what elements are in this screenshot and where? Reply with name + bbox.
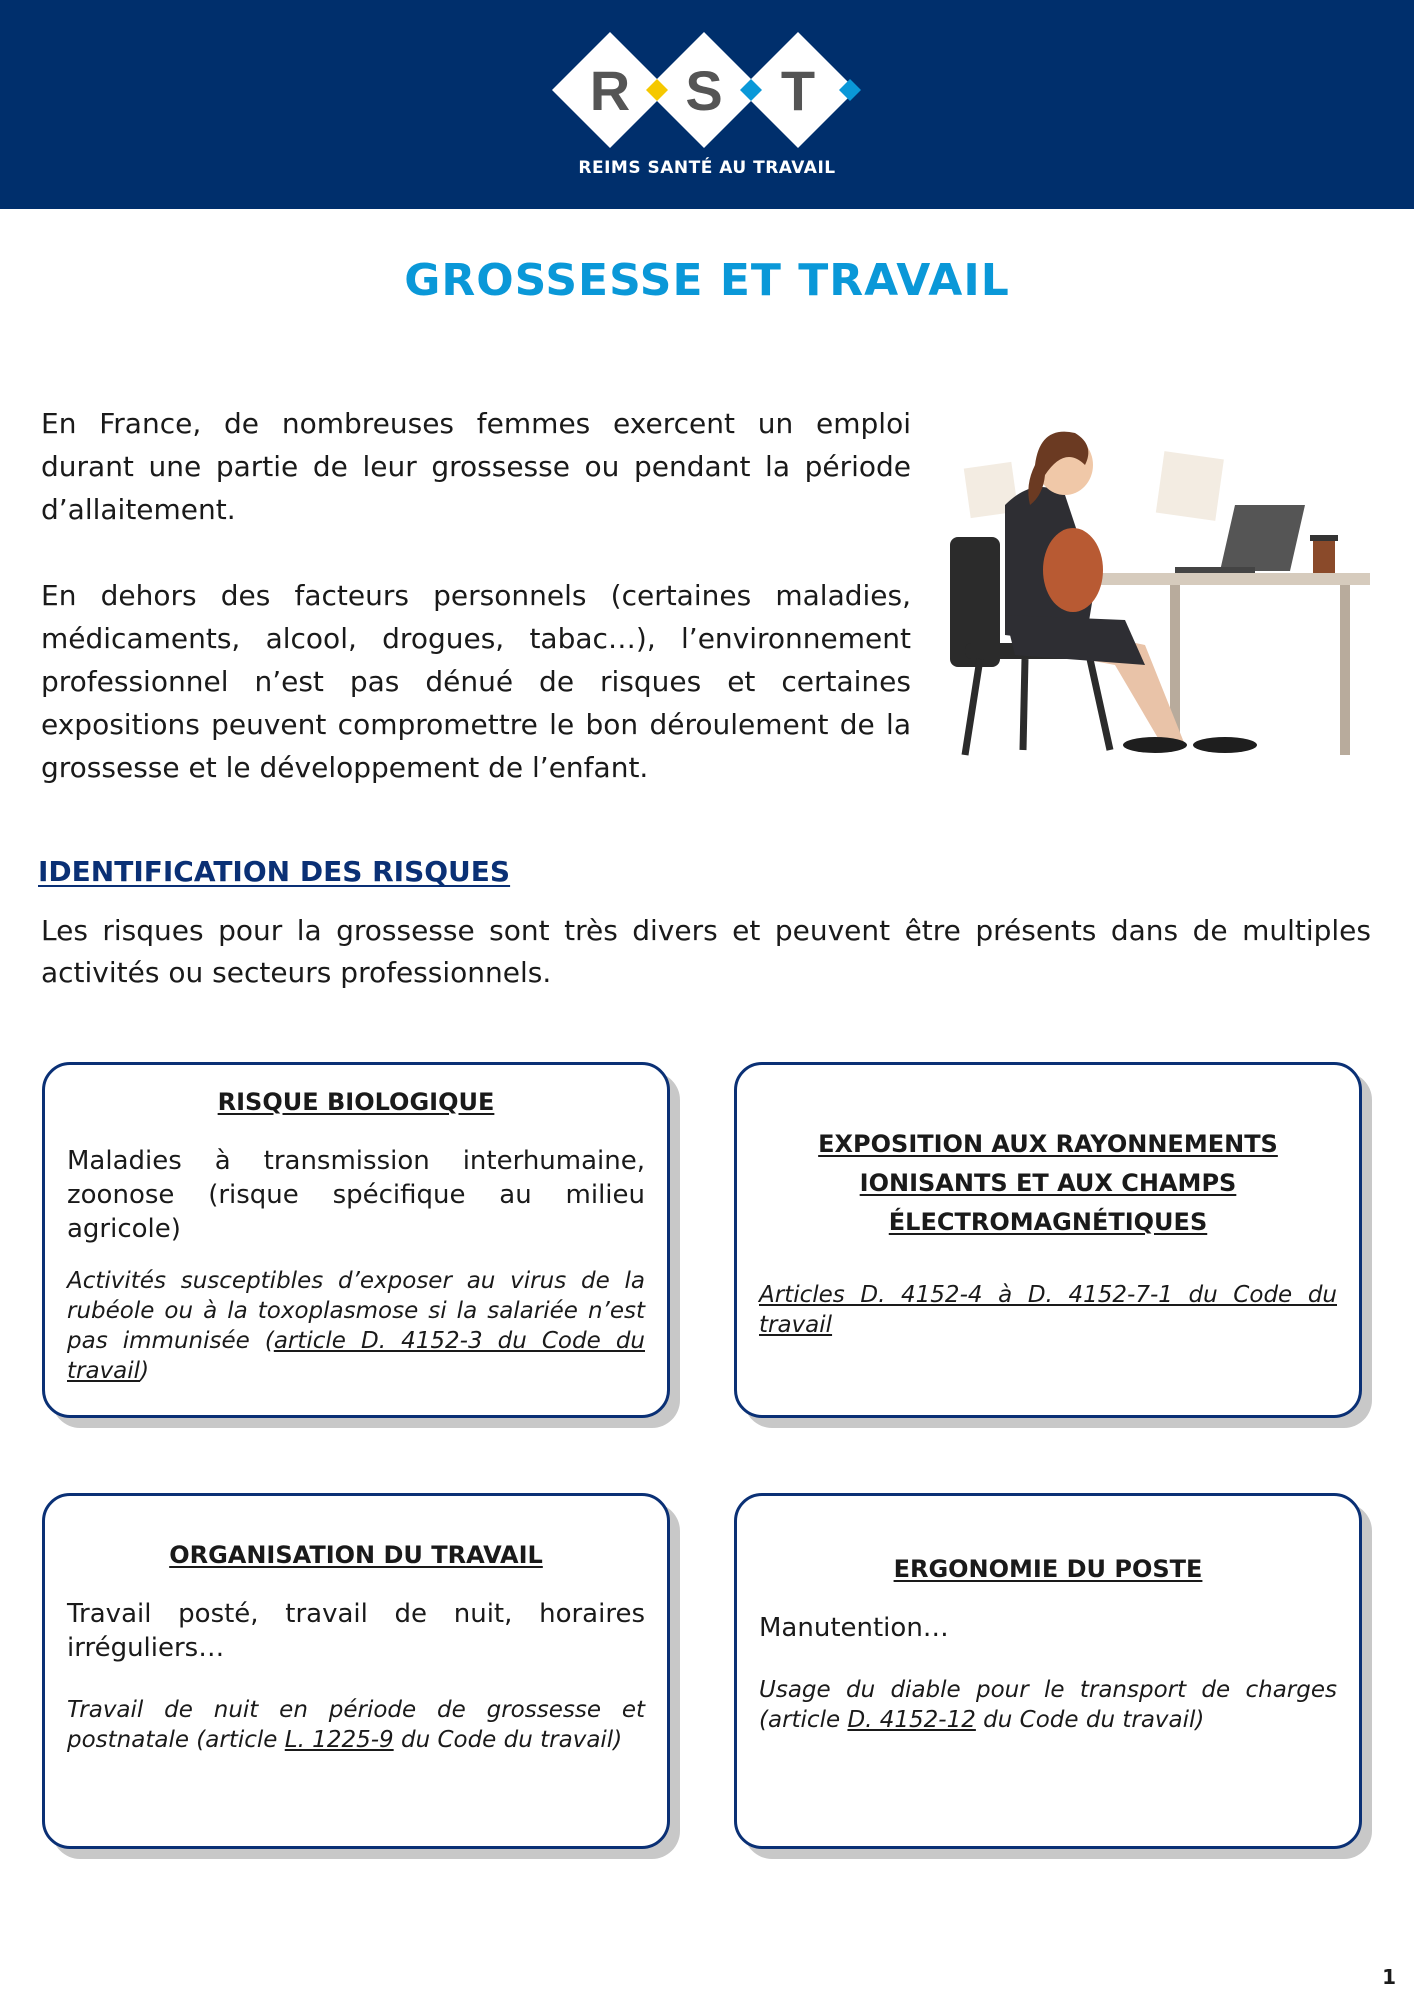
note-text: ) xyxy=(140,1358,150,1384)
card-note xyxy=(67,1695,645,1755)
law-article-link[interactable]: Articles D. 4152-4 à D. 4152-7-1 du Code du travail xyxy=(759,1282,1337,1338)
card-text: Travail posté, travail de nuit, horaires irréguliers… xyxy=(67,1599,645,1663)
law-article-link[interactable]: L. 1225-9 xyxy=(284,1727,394,1753)
card-text: Maladies à transmission interhumaine, zoonose (risque spécifique au milieu agricole) xyxy=(67,1146,645,1244)
note-text: Activités susceptibles d’exposer au virus de la rubéole ou à la toxoplasmose si la salariée n’est pas immunisée ( xyxy=(67,1268,645,1354)
page-number: 1 xyxy=(1382,1965,1396,1989)
rst-logo xyxy=(552,30,862,150)
page-title: GROSSESSE ET TRAVAIL xyxy=(404,255,1010,306)
card-note xyxy=(759,1675,1337,1735)
logo-subtitle: REIMS SANTÉ AU TRAVAIL xyxy=(578,158,836,178)
law-article-link[interactable]: article D. 4152-3 du Code du travail xyxy=(67,1328,645,1384)
card-organisation-travail xyxy=(42,1493,670,1849)
card-title: EXPOSITION AUX RAYONNEMENTS IONISANTS ET AUX CHAMPS ÉLECTROMAGNÉTIQUES xyxy=(818,1130,1278,1236)
svg-text:R: R xyxy=(589,59,631,122)
intro-paragraph-2: En dehors des facteurs personnels (certaines maladies, médicaments, alcool, drogues, tabac…), l’environnement professionnel n’est pas dénué de risques et certaines expositions peuvent compromettre le bon déroulement de la grossesse et le développement de l’enfant. xyxy=(41,579,911,784)
card-title: RISQUE BIOLOGIQUE xyxy=(217,1088,495,1116)
card-rayonnements xyxy=(734,1062,1362,1418)
card-title: ORGANISATION DU TRAVAIL xyxy=(169,1541,543,1569)
section-heading: IDENTIFICATION DES RISQUES xyxy=(38,855,511,888)
card-title: ERGONOMIE DU POSTE xyxy=(893,1555,1203,1583)
intro-text xyxy=(41,402,911,832)
note-text: du Code du travail) xyxy=(975,1707,1205,1733)
pregnant-woman-at-desk-illustration xyxy=(945,425,1375,785)
section-text: Les risques pour la grossesse sont très divers et peuvent être présents dans de multiples activités ou secteurs professionnels. xyxy=(41,914,1371,989)
note-text: Travail de nuit en période de grossesse et postnatale (article xyxy=(67,1697,645,1753)
card-note xyxy=(67,1266,645,1386)
svg-text:S: S xyxy=(685,59,723,122)
law-article-link[interactable]: D. 4152-12 xyxy=(847,1707,976,1733)
card-ergonomie-poste xyxy=(734,1493,1362,1849)
note-text: Usage du diable pour le transport de charges (article xyxy=(759,1677,1337,1733)
card-text: Manutention… xyxy=(759,1613,949,1643)
svg-text:T: T xyxy=(780,59,816,122)
card-risque-biologique xyxy=(42,1062,670,1418)
card-note xyxy=(759,1280,1337,1340)
intro-paragraph-1: En France, de nombreuses femmes exercent un emploi durant une partie de leur grossesse ou pendant la période d’allaitement. xyxy=(41,407,911,526)
note-text: du Code du travail) xyxy=(393,1727,623,1753)
header-banner xyxy=(0,0,1414,209)
